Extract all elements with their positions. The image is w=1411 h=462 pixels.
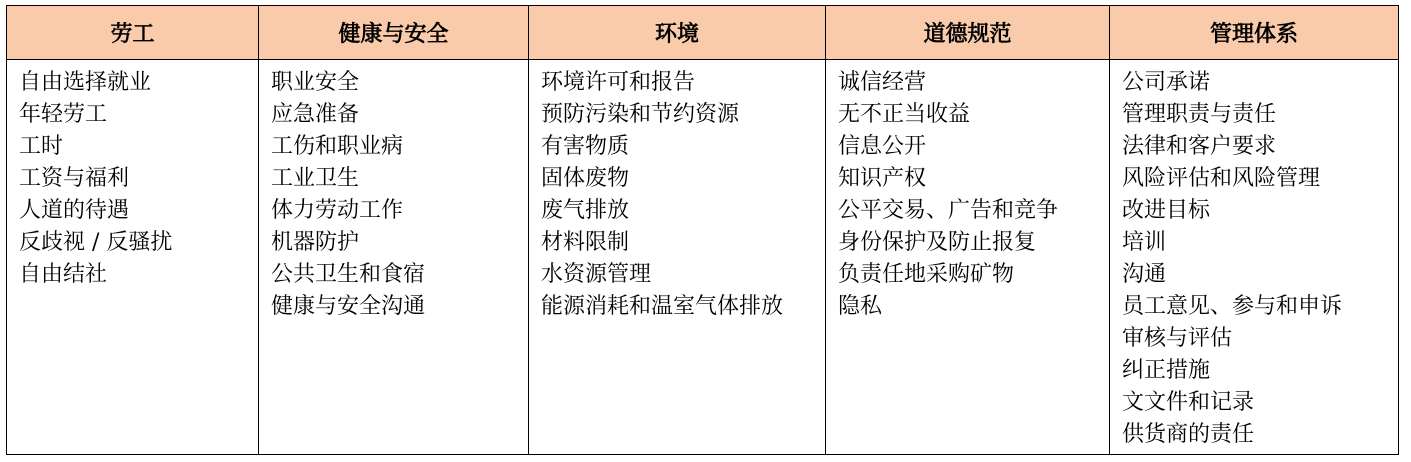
column-ethics — [826, 60, 1110, 454]
list-item: 职业安全 — [271, 70, 360, 95]
list-item: 环境许可和报告 — [541, 70, 696, 95]
list-item: 沟通 — [1122, 262, 1167, 287]
list-item: 文文件和记录 — [1122, 390, 1255, 415]
list-item: 法律和客户要求 — [1122, 134, 1277, 159]
list-item: 固体废物 — [541, 166, 630, 191]
list-item: 隐私 — [838, 294, 883, 319]
list-item: 公司承诺 — [1122, 70, 1211, 95]
list-item: 改进目标 — [1122, 198, 1211, 223]
list-item: 健康与安全沟通 — [271, 294, 426, 319]
column-health-safety — [259, 60, 529, 454]
list-item: 自由选择就业 — [19, 70, 152, 95]
list-item: 预防污染和节约资源 — [541, 102, 740, 127]
list-item: 材料限制 — [541, 230, 630, 255]
list-item: 公共卫生和食宿 — [271, 262, 426, 287]
list-item: 机器防护 — [271, 230, 360, 255]
list-item: 废气排放 — [541, 198, 630, 223]
list-item: 纠正措施 — [1122, 358, 1211, 383]
list-item: 体力劳动工作 — [271, 198, 404, 223]
list-item: 培训 — [1122, 230, 1167, 255]
list-item: 人道的待遇 — [19, 198, 130, 223]
list-item: 员工意见、参与和申诉 — [1122, 294, 1343, 319]
header-ethics: 道德规范 — [826, 6, 1110, 60]
column-labor — [7, 60, 259, 454]
list-item: 应急准备 — [271, 102, 360, 127]
list-item: 管理职责与责任 — [1122, 102, 1277, 127]
list-item: 审核与评估 — [1122, 326, 1233, 351]
list-item: 工时 — [19, 134, 64, 159]
list-item: 水资源管理 — [541, 262, 652, 287]
list-item: 知识产权 — [838, 166, 927, 191]
code-of-conduct-table — [6, 5, 1399, 455]
header-management-system: 管理体系 — [1110, 6, 1398, 60]
header-health-safety: 健康与安全 — [259, 6, 529, 60]
list-item: 工业卫生 — [271, 166, 360, 191]
header-labor: 劳工 — [7, 6, 259, 60]
list-item: 工资与福利 — [19, 166, 130, 191]
list-item: 年轻劳工 — [19, 102, 108, 127]
list-item: 身份保护及防止报复 — [838, 230, 1037, 255]
list-item: 反歧视 / 反骚扰 — [19, 230, 173, 255]
list-item: 无不正当收益 — [838, 102, 971, 127]
header-environment: 环境 — [529, 6, 826, 60]
list-item: 能源消耗和温室气体排放 — [541, 294, 784, 319]
column-environment — [529, 60, 826, 454]
list-item: 自由结社 — [19, 262, 108, 287]
list-item: 负责任地采购矿物 — [838, 262, 1015, 287]
list-item: 工伤和职业病 — [271, 134, 404, 159]
list-item: 风险评估和风险管理 — [1122, 166, 1321, 191]
list-item: 诚信经营 — [838, 70, 927, 95]
column-management-system — [1110, 60, 1398, 454]
list-item: 信息公开 — [838, 134, 927, 159]
list-item: 有害物质 — [541, 134, 630, 159]
list-item: 供货商的责任 — [1122, 422, 1255, 447]
list-item: 公平交易、广告和竞争 — [838, 198, 1059, 223]
